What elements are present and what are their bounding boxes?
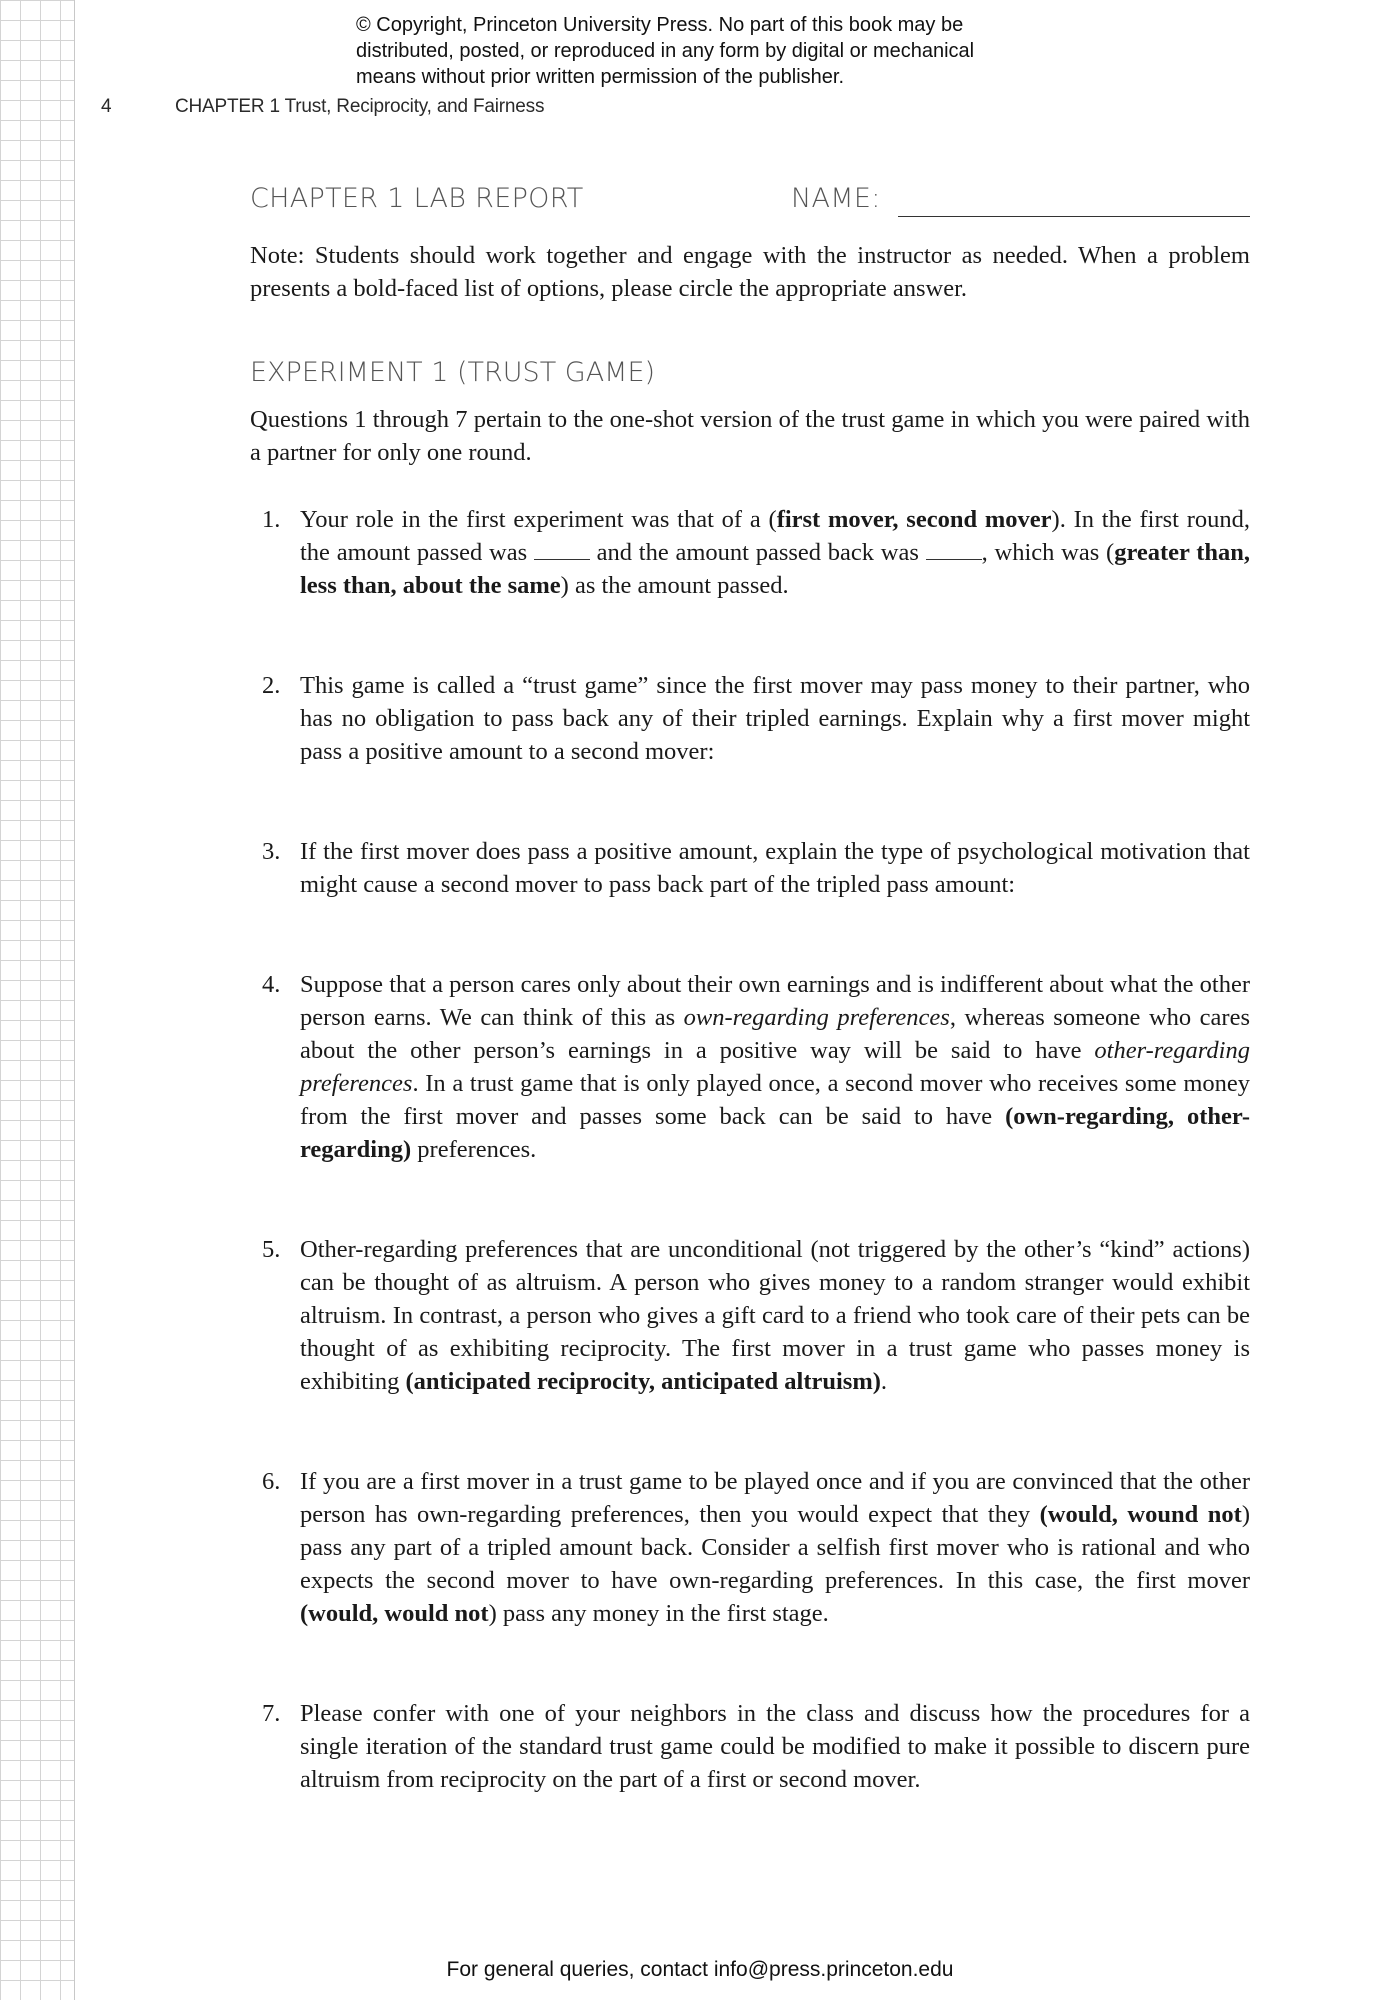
question-text: ) pass any part of a tripled amount back. Consider a selfish first mover who is rational and who expects the second mover to have own-regarding preferences. In this case, the first mover: [300, 1501, 1250, 1594]
question-text: Suppose that a person cares only about their own earnings and is indifferent about what the other person earns. We can think of this as: [300, 971, 1250, 1031]
question-text: ) pass any money in the first stage.: [488, 1600, 829, 1627]
term-other-regarding: other-regarding preferences: [300, 1037, 1250, 1097]
answer-options[interactable]: (would, wound not: [1039, 1501, 1242, 1528]
answer-options[interactable]: (anticipated reciprocity, anticipated altruism): [405, 1368, 881, 1395]
lab-report-title: CHAPTER 1 LAB REPORT: [250, 183, 584, 214]
instructions-note: Note: Students should work together and engage with the instructor as needed. When a problem presents a bold-faced list of options, please circle the appropriate answer.: [250, 242, 1250, 302]
question-list: [250, 503, 1250, 1796]
answer-options[interactable]: (would, would not: [300, 1600, 489, 1627]
chapter-title: CHAPTER 1 Trust, Reciprocity, and Fairness: [175, 96, 545, 117]
question-text: preferences.: [411, 1136, 537, 1163]
question-6: [250, 1465, 1250, 1630]
question-5: [250, 1233, 1250, 1398]
question-2: [250, 669, 1250, 768]
answer-options[interactable]: greater than, less than, about the same: [300, 539, 1251, 599]
footer-contact: For general queries, contact info@press.princeton.edu: [446, 1958, 954, 1981]
question-text: If the first mover does pass a positive amount, explain the type of psychological motivation that might cause a second mover to pass back part of the tripled pass amount:: [300, 838, 1250, 898]
copyright-line: means without prior written permission of the publisher.: [356, 66, 845, 88]
term-own-regarding: own-regarding preferences: [683, 1004, 950, 1031]
question-text: ). In the first round, the amount passed was: [300, 506, 1251, 566]
question-7: [250, 1697, 1250, 1796]
question-text: Other-regarding preferences that are unconditional (not triggered by the other’s “kind” actions) can be thought of as altruism. A person who gives money to a random stranger would exhibit altruism. In contrast, a person who gives a gift card to a friend who took care of their pets can be thought of as exhibiting reciprocity. The first mover in a trust game who passes money is exhibiting: [300, 1236, 1250, 1395]
answer-options[interactable]: first mover, second mover: [776, 506, 1052, 533]
name-label: NAME:: [791, 183, 881, 214]
experiment-title: EXPERIMENT 1 (TRUST GAME): [250, 357, 656, 388]
answer-blank[interactable]: [534, 539, 590, 560]
question-text: ) as the amount passed.: [560, 572, 789, 599]
graph-paper-margin: [0, 0, 75, 2000]
question-text: This game is called a “trust game” since the first mover may pass money to their partner, who has no obligation to pass back any of their tripled earnings. Explain why a first mover might pass a positive amount to a second mover:: [300, 672, 1250, 765]
answer-options[interactable]: (own-regarding, other-regarding): [300, 1103, 1250, 1163]
question-text: , whereas someone who cares about the other person’s earnings in a positive way will be said to have: [300, 1004, 1250, 1064]
question-number: 7.: [262, 1700, 281, 1727]
copyright-line: © Copyright, Princeton University Press. No part of this book may be: [356, 14, 964, 36]
question-text: Please confer with one of your neighbors in the class and discuss how the procedures for a single iteration of the standard trust game could be modified to make it possible to discern pure altruism from reciprocity on the part of a first or second mover.: [300, 1700, 1250, 1793]
question-number: 6.: [262, 1468, 281, 1495]
copyright-line: distributed, posted, or reproduced in any form by digital or mechanical: [356, 40, 975, 62]
lab-report-header: [250, 183, 1250, 223]
answer-blank[interactable]: [926, 539, 982, 560]
page-number: 4: [101, 96, 112, 117]
question-number: 2.: [262, 672, 281, 699]
name-blank-line[interactable]: [898, 216, 1250, 217]
question-text: .: [880, 1368, 888, 1395]
question-3: [250, 835, 1250, 901]
question-1: [250, 503, 1250, 602]
question-number: 4.: [262, 971, 281, 998]
page-content: [250, 183, 1250, 1796]
question-text: , which was (: [981, 539, 1115, 566]
question-text: If you are a first mover in a trust game to be played once and if you are convinced that the other person has own-regarding preferences, then you would expect that they: [300, 1468, 1250, 1528]
question-number: 5.: [262, 1236, 281, 1263]
copyright-notice: [356, 12, 1116, 90]
question-text: . In a trust game that is only played once, a second mover who receives some money from the first mover and passes some back can be said to have: [300, 1070, 1250, 1130]
question-text: and the amount passed back was: [589, 539, 926, 566]
question-4: [250, 968, 1250, 1166]
question-text: Your role in the first experiment was that of a (: [300, 506, 777, 533]
experiment-intro: Questions 1 through 7 pertain to the one-shot version of the trust game in which you were paired with a partner for only one round.: [250, 406, 1250, 466]
question-number: 3.: [262, 838, 281, 865]
question-number: 1.: [262, 506, 281, 533]
